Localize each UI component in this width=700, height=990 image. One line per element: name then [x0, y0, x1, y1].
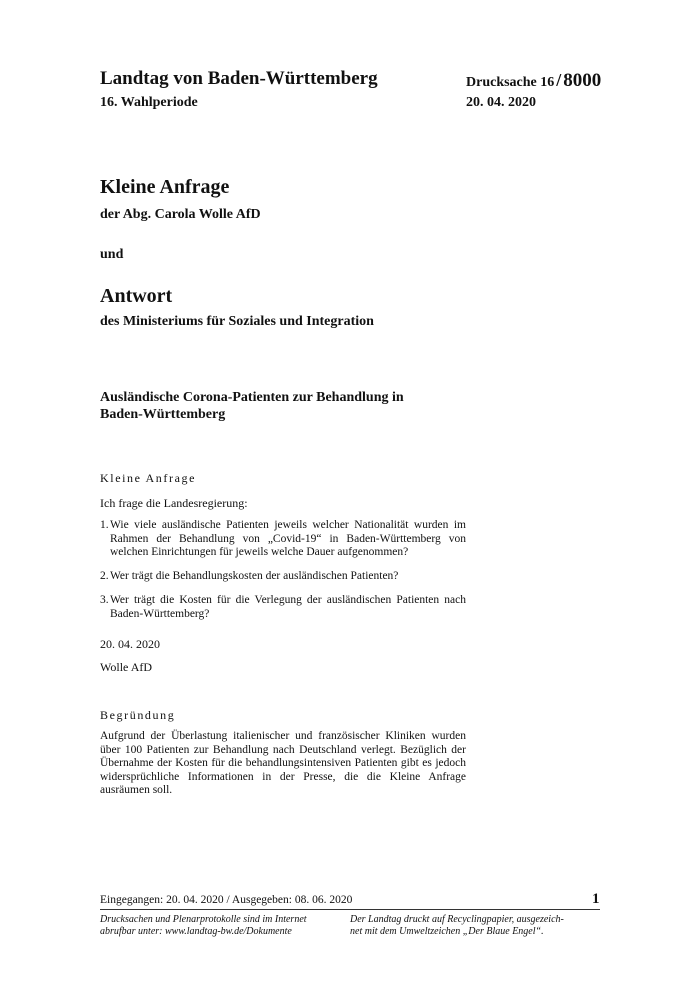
- footer-note-recycling-line-1: Der Landtag druckt auf Recyclingpapier, ausgezeich-: [350, 914, 564, 925]
- question-text: Wer trägt die Kosten für die Verlegung der ausländischen Patienten nach Baden-Württemberg?: [110, 594, 466, 620]
- question-list: [100, 519, 466, 621]
- subject-title: [100, 389, 404, 423]
- anfrage-signature: Wolle AfD: [100, 660, 153, 674]
- subject-line-1: Ausländische Corona-Patienten zur Behandlung in: [100, 390, 404, 405]
- ministry-line: des Ministeriums für Soziales und Integration: [100, 314, 374, 329]
- question-item: [100, 519, 466, 560]
- question-number: 3.: [100, 594, 109, 606]
- question-text: Wer trägt die Behandlungskosten der ausländischen Patienten?: [110, 569, 399, 582]
- page-number: 1: [592, 891, 600, 907]
- footer-note-internet: [100, 914, 307, 938]
- section-heading-begruendung: Begründung: [100, 708, 176, 722]
- begruendung-text: Aufgrund der Überlastung italienischer und französischer Kliniken wurden über 100 Patienten zur Behandlung nach Deutschland verlegt. Bezüglich der Übernahme der Kosten für die behandlungsintensiven Patienten gibt es jedoch widersprüchliche Informationen in der Presse, die die Kleine Anfrage ausräumen soll.: [100, 730, 466, 796]
- footer-divider: [100, 909, 600, 910]
- drucksache-number: [466, 70, 601, 92]
- drucksache-slash: /: [556, 70, 562, 90]
- drucksache-label: Drucksache 16: [466, 75, 555, 90]
- legislative-period: 16. Wahlperiode: [100, 95, 198, 110]
- document-date: 20. 04. 2020: [466, 95, 536, 110]
- antwort-title: Antwort: [100, 285, 173, 307]
- und-label: und: [100, 247, 124, 262]
- footer-note-recycling: [350, 914, 564, 938]
- subject-line-2: Baden-Württemberg: [100, 407, 226, 422]
- drucksache-id: 8000: [563, 70, 602, 91]
- question-text: Wie viele ausländische Patienten jeweils welcher Nationalität wurden im Rahmen der Behandlung von „Covid-19“ in Baden-Württemberg von welchen Einrichtungen für jeweils welche Dauer aufgenommen?: [110, 519, 466, 558]
- anfrage-date: 20. 04. 2020: [100, 637, 160, 651]
- kleine-anfrage-title: Kleine Anfrage: [100, 176, 230, 198]
- question-item: [100, 570, 466, 584]
- author-line: der Abg. Carola Wolle AfD: [100, 207, 261, 222]
- footer-note-internet-line-2: abrufbar unter: www.landtag-bw.de/Dokumente: [100, 926, 292, 937]
- footer-note-recycling-line-2: net mit dem Umweltzeichen „Der Blaue Engel“.: [350, 926, 544, 937]
- section-heading-anfrage: Kleine Anfrage: [100, 471, 197, 485]
- anfrage-intro: Ich frage die Landesregierung:: [100, 496, 248, 510]
- footer-dates: Eingegangen: 20. 04. 2020 / Ausgegeben: 08. 06. 2020: [100, 894, 353, 906]
- question-number: 2.: [100, 569, 109, 582]
- question-item: [100, 594, 466, 621]
- parliament-name: Landtag von Baden-Württemberg: [100, 68, 378, 89]
- question-number: 1.: [100, 519, 109, 531]
- footer-note-internet-line-1: Drucksachen und Plenarprotokolle sind im Internet: [100, 914, 307, 925]
